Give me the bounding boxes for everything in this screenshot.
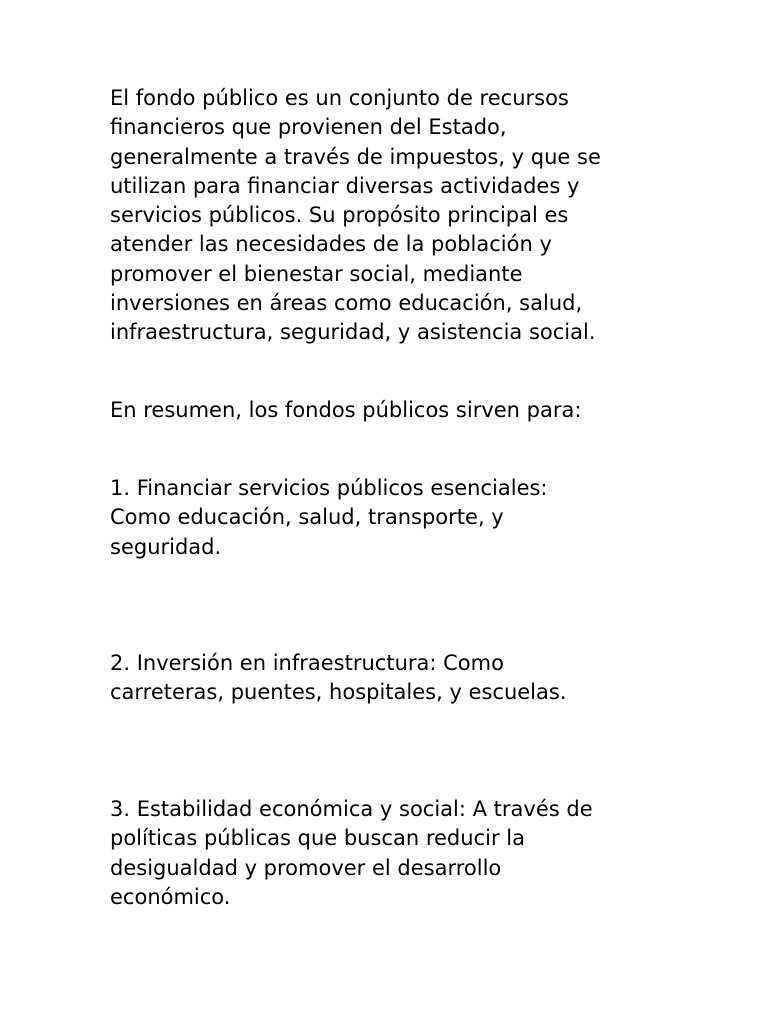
- intro-line: infraestructura, seguridad, y asistencia social.: [110, 320, 596, 345]
- list-item-1: [110, 474, 670, 562]
- list-item-line: políticas públicas que buscan reducir la: [110, 826, 525, 851]
- list-item-line: carreteras, puentes, hospitales, y escuelas.: [110, 680, 567, 705]
- intro-line: atender las necesidades de la población y: [110, 232, 552, 257]
- list-item-line: 3. Estabilidad económica y social: A través de: [110, 797, 593, 821]
- list-item-3: [110, 795, 670, 912]
- intro-line: El fondo público es un conjunto de recursos: [110, 86, 569, 110]
- intro-paragraph: [110, 84, 670, 348]
- intro-line: inversiones en áreas como educación, salud,: [110, 291, 583, 316]
- list-item-line: 1. Financiar servicios públicos esenciales:: [110, 476, 548, 500]
- list-item-2: [110, 649, 670, 708]
- list-item-line: seguridad.: [110, 534, 222, 559]
- intro-line: servicios públicos. Su propósito principal es: [110, 203, 569, 228]
- list-item-line: Como educación, salud, transporte, y: [110, 505, 504, 530]
- list-item-line: económico.: [110, 884, 231, 909]
- summary-paragraph: [110, 396, 670, 425]
- summary-line: En resumen, los fondos públicos sirven para:: [110, 398, 582, 422]
- list-item-line: 2. Inversión en infraestructura: Como: [110, 651, 504, 675]
- intro-line: utilizan para financiar diversas actividades y: [110, 173, 580, 198]
- intro-line: financieros que provienen del Estado,: [110, 115, 507, 140]
- intro-line: generalmente a través de impuestos, y que se: [110, 144, 601, 169]
- intro-line: promover el bienestar social, mediante: [110, 261, 523, 286]
- list-item-line: desigualdad y promover el desarrollo: [110, 855, 502, 880]
